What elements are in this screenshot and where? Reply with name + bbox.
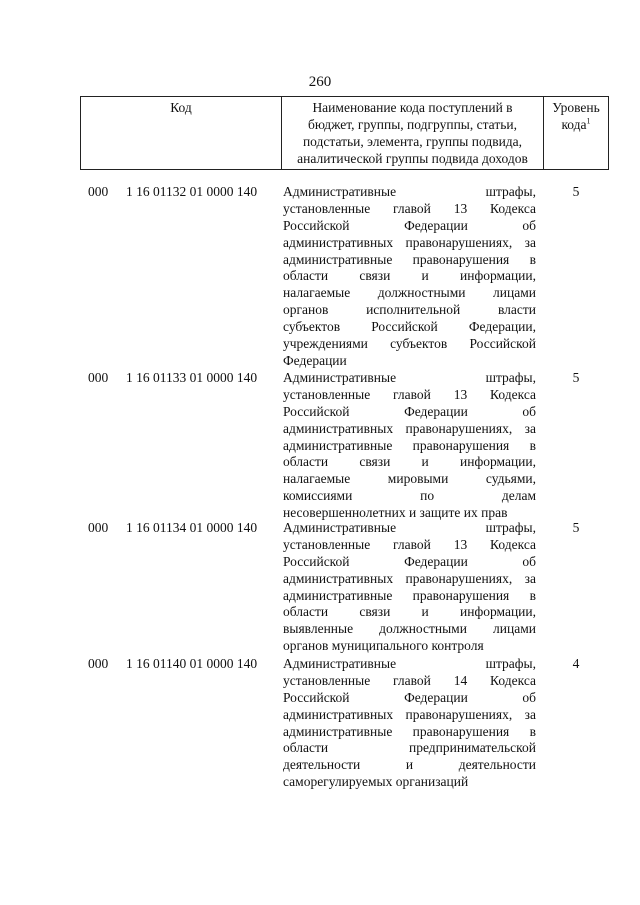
description-line: установленные главой 14 Кодекса xyxy=(283,672,536,688)
description-line: Административные штрафы, xyxy=(283,370,536,385)
description-line: субъектов Российской Федерации, xyxy=(283,319,536,335)
income-code: 1 16 01132 01 0000 140 xyxy=(126,184,258,199)
header-level-line: кода xyxy=(561,117,587,132)
header-level-line: Уровень xyxy=(552,100,600,115)
income-code: 1 16 01134 01 0000 140 xyxy=(126,520,258,535)
code-level: 5 xyxy=(572,370,580,385)
description-line: органов исполнительной власти xyxy=(283,302,536,318)
header-name-line: бюджет, группы, подгруппы, статьи, xyxy=(308,117,517,132)
header-name-line: аналитической группы подвида доходов xyxy=(297,151,528,166)
description-line: административных правонарушениях, за xyxy=(283,706,536,722)
code-level: 5 xyxy=(572,184,580,199)
header-code-cell xyxy=(81,97,282,170)
description-line: Российской Федерации об xyxy=(283,553,536,569)
description-line: налагаемые мировыми судьями, xyxy=(283,471,536,487)
description-line: Административные штрафы, xyxy=(283,520,536,535)
description-line: органов муниципального контроля xyxy=(283,638,484,654)
code-description xyxy=(283,520,536,655)
description-line: административных правонарушениях, за xyxy=(283,420,536,436)
description-line: установленные главой 13 Кодекса xyxy=(283,200,536,216)
income-code: 1 16 01140 01 0000 140 xyxy=(126,656,258,671)
footnote-marker: 1 xyxy=(586,116,591,126)
description-line: Административные штрафы, xyxy=(283,656,536,671)
admin-code: 000 xyxy=(88,520,109,535)
code-description xyxy=(283,370,536,522)
code-level: 5 xyxy=(572,520,580,535)
description-line: административные правонарушения в xyxy=(283,437,536,453)
description-line: Российской Федерации об xyxy=(283,217,536,233)
code-description xyxy=(283,184,536,370)
header-code-label: Код xyxy=(170,100,192,115)
description-line: учреждениями субъектов Российской xyxy=(283,336,536,352)
description-line: выявленные должностными лицами xyxy=(283,621,536,637)
description-line: саморегулируемых организаций xyxy=(283,774,469,790)
page-number: 260 xyxy=(308,74,332,90)
description-line: Российской Федерации об xyxy=(283,403,536,419)
code-level: 4 xyxy=(572,656,580,671)
description-line: административных правонарушениях, за xyxy=(283,570,536,586)
header-table xyxy=(80,96,609,170)
admin-code: 000 xyxy=(88,370,109,385)
description-line: Российской Федерации об xyxy=(283,689,536,705)
admin-code: 000 xyxy=(88,656,109,671)
income-code: 1 16 01133 01 0000 140 xyxy=(126,370,258,385)
description-line: области предпринимательской xyxy=(283,740,536,756)
header-name-line: подстатьи, элемента, группы подвида, xyxy=(302,134,523,149)
description-line: комиссиями по делам xyxy=(283,488,536,504)
description-line: Федерации xyxy=(283,352,347,368)
description-line: административные правонарушения в xyxy=(283,587,536,603)
description-line: установленные главой 13 Кодекса xyxy=(283,536,536,552)
header-name-line: Наименование кода поступлений в xyxy=(312,100,513,115)
code-description xyxy=(283,656,536,791)
description-line: области связи и информации, xyxy=(283,268,536,284)
description-line: несовершеннолетних и защите их прав xyxy=(283,505,508,521)
header-name-cell xyxy=(282,97,544,170)
description-line: установленные главой 13 Кодекса xyxy=(283,386,536,402)
description-line: налагаемые должностными лицами xyxy=(283,285,536,301)
description-line: административные правонарушения в xyxy=(283,251,536,267)
description-line: административные правонарушения в xyxy=(283,723,536,739)
admin-code: 000 xyxy=(88,184,109,199)
description-line: административных правонарушениях, за xyxy=(283,234,536,250)
header-level-line-2 xyxy=(547,116,605,133)
description-line: области связи и информации, xyxy=(283,454,536,470)
header-row xyxy=(81,97,609,170)
description-line: Административные штрафы, xyxy=(283,184,536,199)
description-line: деятельности и деятельности xyxy=(283,757,536,773)
header-level-cell xyxy=(544,97,609,170)
description-line: области связи и информации, xyxy=(283,604,536,620)
